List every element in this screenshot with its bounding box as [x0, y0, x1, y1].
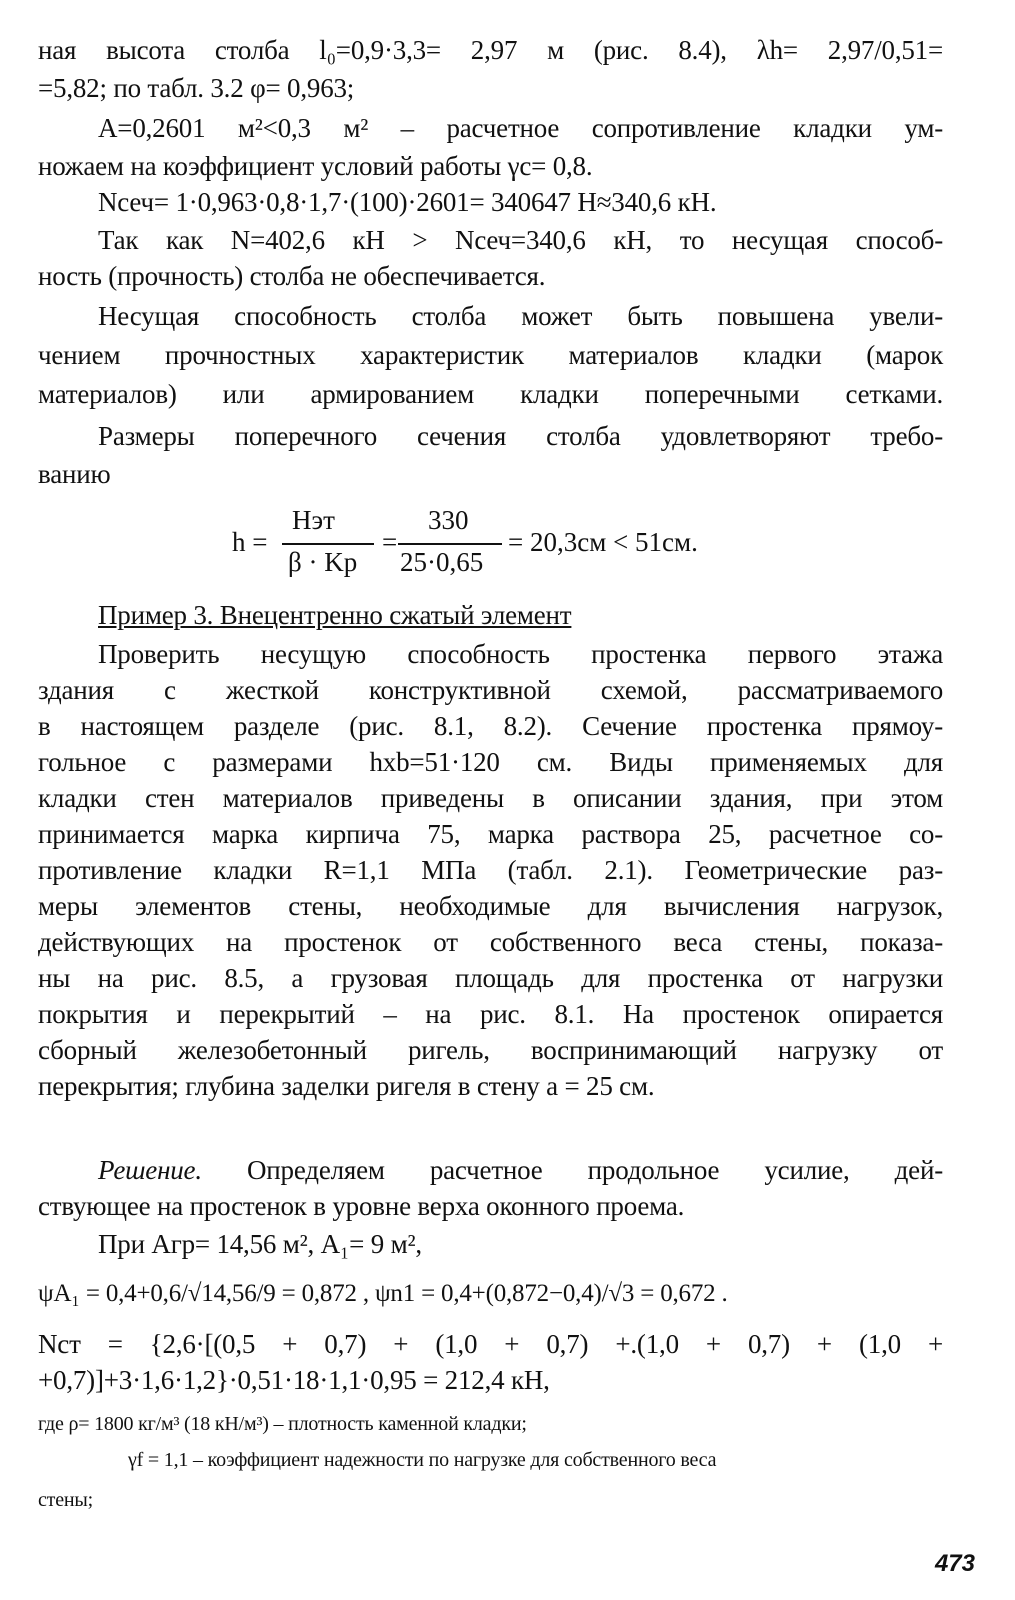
text-line: Nст = {2,6·[(0,5 + 0,7) + (1,0 + 0,7) +.(1,0 + 0,7) + (1,0 +: [38, 1329, 943, 1359]
text-line: противление кладки R=1,1 МПа (табл. 2.1). Геометрические раз-: [38, 855, 943, 885]
text-line: A=0,2601 м²<0,3 м² – расчетное сопротивление кладки ум-: [98, 113, 943, 143]
text-line: сборный железобетонный ригель, воспринимающий нагрузку от: [38, 1035, 943, 1065]
where-line: стены;: [38, 1489, 93, 1511]
formula-h: [232, 505, 792, 585]
text-line: ножаем на коэффициент условий работы γc= 0,8.: [38, 151, 593, 181]
formula-psi: ψA₁ = 0,4+0,6/√14,56/9 = 0,872 , ψn1 = 0,4+(0,872−0,4)/√3 = 0,672 .: [38, 1280, 728, 1307]
text-line: меры элементов стены, необходимые для вычисления нагрузок,: [38, 891, 943, 921]
text-line: чением прочностных характеристик материалов кладки (марок: [38, 340, 943, 370]
text-line: ность (прочность) столба не обеспечивается.: [38, 261, 546, 291]
text-line: покрытия и перекрытий – на рис. 8.1. На простенок опирается: [38, 999, 943, 1029]
fraction-bar: [398, 543, 502, 545]
text-line: гольное с размерами hxb=51·120 см. Виды применяемых для: [38, 747, 943, 777]
text-line: принимается марка кирпича 75, марка раствора 25, расчетное со-: [38, 819, 943, 849]
formula-denominator: β · Kр: [288, 547, 358, 577]
text-line: в настоящем разделе (рис. 8.1, 8.2). Сечение простенка прямоу-: [38, 711, 943, 741]
where-line: γf = 1,1 – коэффициент надежности по нагрузке для собственного веса: [128, 1449, 717, 1471]
text-line: действующих на простенок от собственного веса стены, показа-: [38, 927, 943, 957]
text-line: материалов) или армированием кладки поперечными сетками.: [38, 379, 943, 409]
text-line: кладки стен материалов приведены в описании здания, при этом: [38, 783, 943, 813]
text-line: =5,82; по табл. 3.2 φ= 0,963;: [38, 73, 355, 103]
formula-numerator: Hэт: [292, 505, 335, 535]
formula-denominator: 25·0,65: [400, 547, 484, 577]
text-line: ны на рис. 8.5, а грузовая площадь для простенка от нагрузки: [38, 963, 943, 993]
text-line: ванию: [38, 459, 111, 489]
text-span: Определяем расчетное продольное усилие, дей-: [247, 1155, 943, 1185]
text-line: Так как N=402,6 кН > Nсеч=340,6 кН, то несущая способ-: [98, 225, 943, 255]
example-title: Пример 3. Внецентренно сжатый элемент: [98, 600, 572, 630]
text-line: Проверить несущую способность простенка первого этажа: [98, 639, 943, 669]
formula-equals: =: [382, 527, 398, 557]
solution-label: Решение.: [98, 1155, 202, 1185]
fraction-bar: [282, 543, 374, 545]
where-line: где ρ= 1800 кг/м³ (18 кН/м³) – плотность каменной кладки;: [38, 1413, 527, 1435]
text-line: здания с жесткой конструктивной схемой, рассматриваемого: [38, 675, 943, 705]
text-line: ная высота столба l₀=0,9·3,3= 2,97 м (рис. 8.4), λh= 2,97/0,51=: [38, 35, 943, 65]
text-line: перекрытия; глубина заделки ригеля в стену a = 25 см.: [38, 1071, 655, 1101]
text-line: При Aгр= 14,56 м², A₁= 9 м²,: [98, 1229, 422, 1259]
text-line: Несущая способность столба может быть повышена увели-: [98, 301, 943, 331]
text-line: ствующее на простенок в уровне верха оконного проема.: [38, 1191, 685, 1221]
formula-lhs: h =: [232, 527, 268, 557]
text-line: Размеры поперечного сечения столба удовлетворяют требо-: [98, 421, 943, 451]
formula-numerator: 330: [428, 505, 469, 535]
page-number: 473: [934, 1550, 975, 1577]
text-line: Nсеч= 1·0,963·0,8·1,7·(100)·2601= 340647 Н≈340,6 кН.: [98, 187, 717, 217]
text-line: +0,7)]+3·1,6·1,2}·0,51·18·1,1·0,95 = 212,4 кН,: [38, 1365, 550, 1395]
text-line: [98, 1152, 943, 1188]
formula-result: = 20,3см < 51см.: [508, 527, 698, 557]
